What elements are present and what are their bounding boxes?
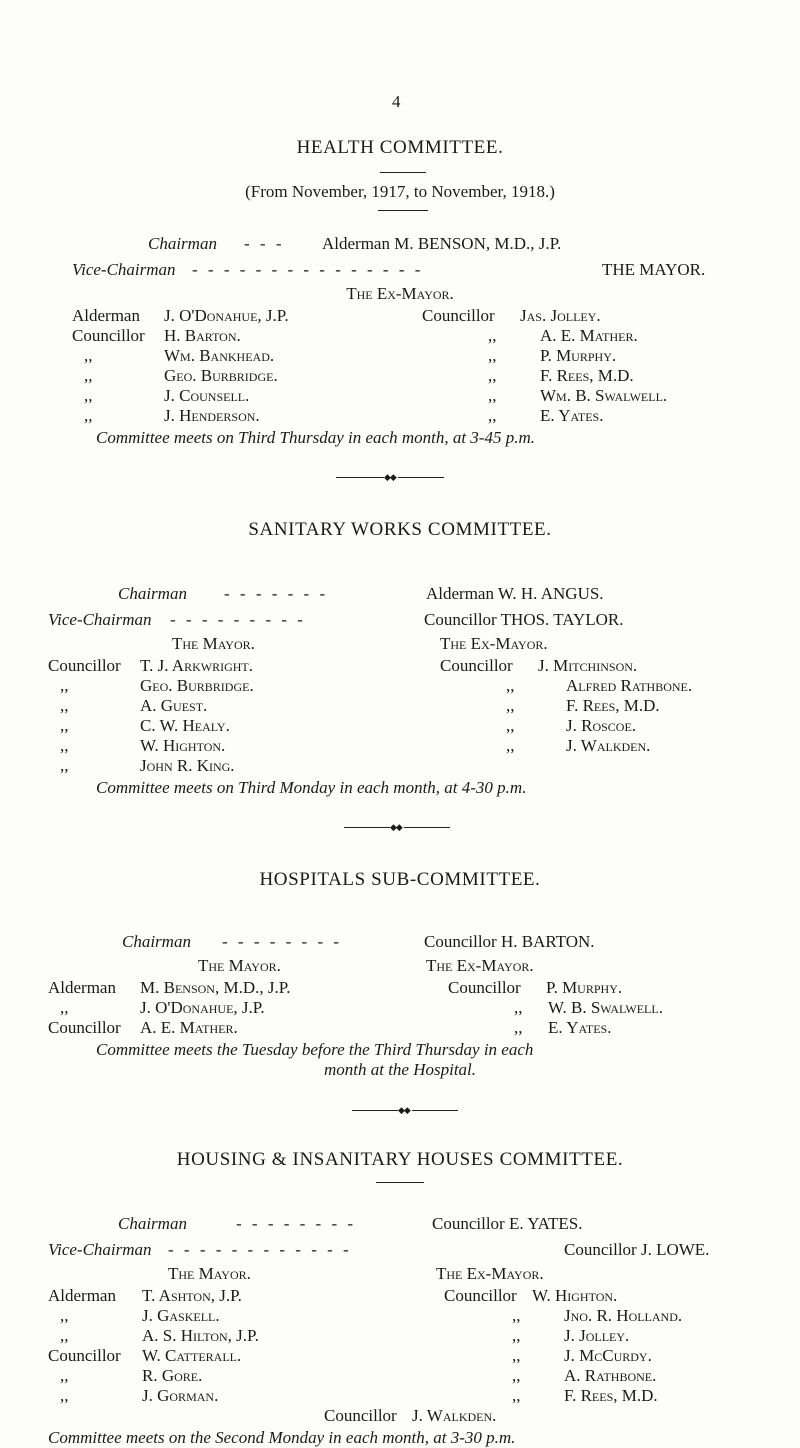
member-name: T. Ashton, J.P.	[142, 1286, 242, 1305]
member-name: J. O'Donahue, J.P.	[140, 998, 265, 1017]
member-name: A. S. Hilton, J.P.	[142, 1326, 259, 1345]
divider	[378, 210, 428, 211]
member-title: Councillor	[48, 1018, 121, 1037]
vice-chairman-label: Vice-Chairman	[48, 1240, 152, 1259]
divider	[380, 172, 426, 173]
member-title: ,,	[506, 676, 515, 695]
member-title: ,,	[506, 736, 515, 755]
ex-mayor: The Ex-Mayor.	[346, 284, 454, 303]
chairman-value: Councillor E. YATES.	[432, 1214, 583, 1233]
vice-chairman-value: THE MAYOR.	[602, 260, 706, 279]
member-title: ,,	[512, 1366, 521, 1385]
member-name: W. B. Swalwell.	[548, 998, 663, 1017]
member-name: F. Rees, M.D.	[564, 1386, 658, 1405]
member-title: ,,	[84, 366, 93, 385]
meeting-schedule: Committee meets on Third Thursday in each month, at 3-45 p.m.	[96, 428, 535, 447]
member-name: T. J. Arkwright.	[140, 656, 253, 675]
member-name: J. Henderson.	[164, 406, 260, 425]
member-title: Councillor	[72, 326, 145, 345]
member-title: ,,	[488, 346, 497, 365]
member-name: J. McCurdy.	[564, 1346, 652, 1365]
member-title: ,,	[60, 676, 69, 695]
member-title: Alderman	[48, 1286, 116, 1305]
member-title: ,,	[60, 696, 69, 715]
ex-mayor: The Ex-Mayor.	[426, 956, 534, 975]
member-title: Councillor	[324, 1406, 397, 1425]
ornament: ◆◆	[390, 822, 402, 832]
ex-mayor: The Ex-Mayor.	[440, 634, 548, 653]
leader-dashes: - - - - - - - - -	[170, 610, 306, 629]
member-name: A. E. Mather.	[540, 326, 638, 345]
member-name: Wm. B. Swalwell.	[540, 386, 668, 405]
member-title: ,,	[514, 998, 523, 1017]
chairman-label: Chairman	[148, 234, 217, 253]
member-name: J. Gorman.	[142, 1386, 219, 1405]
member-name: J. Gaskell.	[142, 1306, 220, 1325]
vice-chairman-label: Vice-Chairman	[72, 260, 176, 279]
ornament: ◆◆	[384, 472, 396, 482]
member-title: ,,	[60, 1386, 69, 1405]
section-title: HOUSING & INSANITARY HOUSES COMMITTEE.	[176, 1149, 624, 1170]
ornament: ◆◆	[398, 1105, 410, 1115]
mayor: The Mayor.	[198, 956, 281, 975]
mayor: The Mayor.	[172, 634, 255, 653]
member-title: Alderman	[48, 978, 116, 997]
member-name: H. Barton.	[164, 326, 241, 345]
leader-dashes: - - - - - - - - - - - - - - -	[192, 260, 424, 279]
section-title: HOSPITALS SUB-COMMITTEE.	[259, 869, 541, 890]
leader-dashes: - - - - - - - -	[222, 932, 343, 951]
member-title: Councillor	[48, 1346, 121, 1365]
member-title: Alderman	[72, 306, 140, 325]
member-title: ,,	[488, 386, 497, 405]
member-name: Jno. R. Holland.	[564, 1306, 683, 1325]
divider	[352, 1110, 398, 1111]
member-name: A. Rathbone.	[564, 1366, 657, 1385]
mayor: The Mayor.	[168, 1264, 251, 1283]
divider	[398, 477, 444, 478]
member-name: J. Roscoe.	[566, 716, 637, 735]
divider	[412, 1110, 458, 1111]
member-title: ,,	[84, 346, 93, 365]
member-name: R. Gore.	[142, 1366, 203, 1385]
member-name: Wm. Bankhead.	[164, 346, 275, 365]
chairman-label: Chairman	[122, 932, 191, 951]
page-number: 4	[392, 92, 401, 111]
ex-mayor: The Ex-Mayor.	[436, 1264, 544, 1283]
member-name: P. Murphy.	[540, 346, 617, 365]
member-title: ,,	[84, 406, 93, 425]
vice-chairman-label: Vice-Chairman	[48, 610, 152, 629]
meeting-schedule: Committee meets the Tuesday before the Third Thursday in each	[96, 1040, 534, 1059]
member-title: ,,	[488, 366, 497, 385]
member-name: J. Mitchinson.	[538, 656, 638, 675]
meeting-schedule: Committee meets on Third Monday in each month, at 4-30 p.m.	[96, 778, 527, 797]
chairman-label: Chairman	[118, 584, 187, 603]
member-name: A. E. Mather.	[140, 1018, 238, 1037]
member-title: ,,	[506, 716, 515, 735]
member-name: Geo. Burbridge.	[164, 366, 278, 385]
leader-dashes: - - - - - - -	[224, 584, 329, 603]
member-title: ,,	[60, 1306, 69, 1325]
member-title: ,,	[512, 1346, 521, 1365]
member-name: Jas. Jolley.	[520, 306, 601, 325]
member-name: J. Walkden.	[412, 1406, 497, 1425]
chairman-label: Chairman	[118, 1214, 187, 1233]
member-name: E. Yates.	[540, 406, 604, 425]
member-title: ,,	[60, 1366, 69, 1385]
divider	[336, 477, 384, 478]
meeting-schedule-continued: month at the Hospital.	[323, 1060, 477, 1079]
divider	[404, 827, 450, 828]
member-name: Alfred Rathbone.	[566, 676, 693, 695]
member-title: ,,	[488, 406, 497, 425]
divider	[376, 1182, 424, 1183]
divider	[344, 827, 390, 828]
member-title: Councillor	[444, 1286, 517, 1305]
member-name: W. Highton.	[140, 736, 226, 755]
member-title: ,,	[512, 1326, 521, 1345]
leader-dashes: - - -	[244, 234, 285, 253]
member-title: ,,	[60, 716, 69, 735]
member-title: ,,	[60, 756, 69, 775]
member-title: ,,	[512, 1306, 521, 1325]
member-title: Councillor	[422, 306, 495, 325]
member-name: J. O'Donahue, J.P.	[164, 306, 289, 325]
member-name: F. Rees, M.D.	[540, 366, 634, 385]
member-name: W. Catterall.	[142, 1346, 242, 1365]
member-name: W. Highton.	[532, 1286, 618, 1305]
member-title: ,,	[84, 386, 93, 405]
member-name: F. Rees, M.D.	[566, 696, 660, 715]
member-title: ,,	[60, 1326, 69, 1345]
member-name: C. W. Healy.	[140, 716, 230, 735]
member-title: ,,	[514, 1018, 523, 1037]
leader-dashes: - - - - - - - -	[236, 1214, 357, 1233]
member-title: Councillor	[440, 656, 513, 675]
member-title: ,,	[60, 998, 69, 1017]
member-name: A. Guest.	[140, 696, 208, 715]
vice-chairman-value: Councillor THOS. TAYLOR.	[424, 610, 624, 629]
leader-dashes: - - - - - - - - - - - -	[168, 1240, 352, 1259]
member-name: John R. King.	[140, 756, 235, 775]
member-name: P. Murphy.	[546, 978, 623, 997]
chairman-value: Councillor H. BARTON.	[424, 932, 595, 951]
member-name: M. Benson, M.D., J.P.	[140, 978, 291, 997]
member-title: ,,	[60, 736, 69, 755]
member-title: ,,	[512, 1386, 521, 1405]
member-name: J. Jolley.	[564, 1326, 630, 1345]
member-title: ,,	[488, 326, 497, 345]
period: (From November, 1917, to November, 1918.)	[245, 182, 555, 201]
chairman-value: Alderman W. H. ANGUS.	[426, 584, 604, 603]
member-title: ,,	[506, 696, 515, 715]
member-name: Geo. Burbridge.	[140, 676, 254, 695]
section-title: SANITARY WORKS COMMITTEE.	[248, 519, 552, 540]
member-name: J. Counsell.	[164, 386, 250, 405]
member-name: J. Walkden.	[566, 736, 651, 755]
section-title: HEALTH COMMITTEE.	[296, 137, 504, 158]
meeting-schedule: Committee meets on the Second Monday in each month, at 3-30 p.m.	[48, 1428, 516, 1447]
member-title: Councillor	[48, 656, 121, 675]
member-name: E. Yates.	[548, 1018, 612, 1037]
vice-chairman-value: Councillor J. LOWE.	[564, 1240, 710, 1259]
member-title: Councillor	[448, 978, 521, 997]
chairman-value: Alderman M. BENSON, M.D., J.P.	[322, 234, 562, 253]
